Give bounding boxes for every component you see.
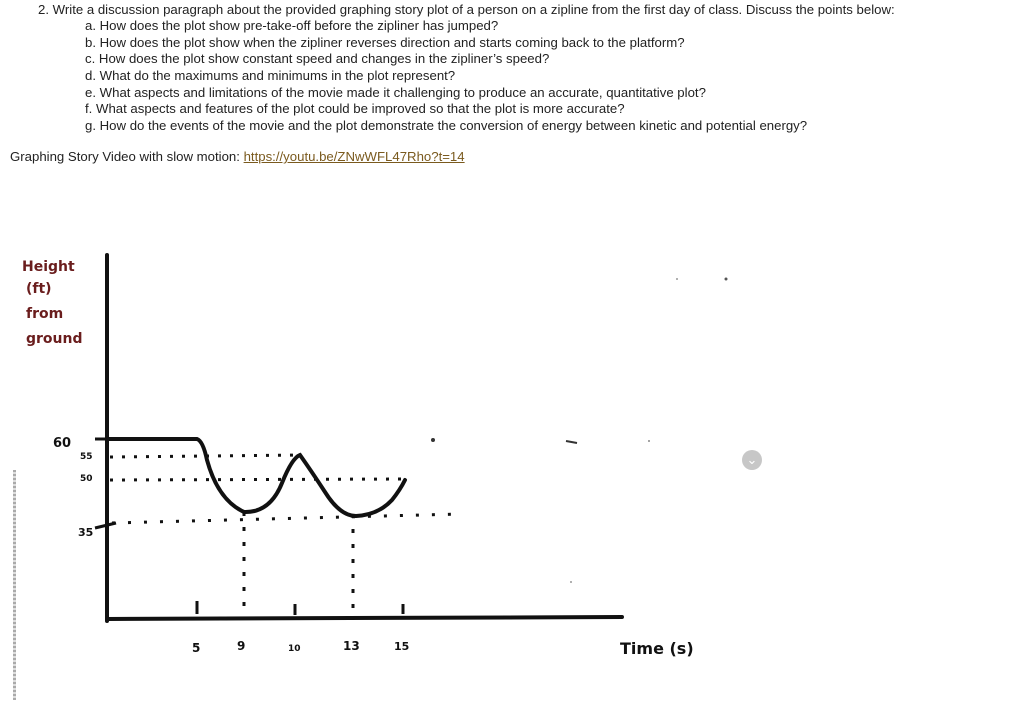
- ylabel-line2: (ft): [26, 281, 52, 297]
- question-item-f: f. What aspects and features of the plot could be improved so that the plot is more accurate?: [85, 101, 625, 116]
- x-tick-5: 5: [192, 641, 201, 655]
- question-item-a: a. How does the plot show pre-take-off before the zipliner has jumped?: [85, 18, 499, 33]
- speck: [570, 581, 572, 583]
- zipline-height-curve: [107, 439, 405, 516]
- y-tick-55: 55: [80, 452, 93, 462]
- x-tick-13: 13: [343, 639, 360, 653]
- y-tick-60: 60: [53, 436, 72, 451]
- question-item-c: c. How does the plot show constant speed and changes in the zipliner’s speed?: [85, 51, 550, 66]
- y-tick-50: 50: [80, 474, 93, 484]
- question-title: 2. Write a discussion paragraph about the provided graphing story plot of a person on a zipline from the first day of class. Discuss the points below:: [38, 2, 895, 17]
- ylabel-line4: ground: [26, 331, 83, 347]
- ylabel-line3: from: [26, 306, 64, 322]
- x-axis: [107, 617, 622, 619]
- video-label: Graphing Story Video with slow motion:: [10, 149, 244, 164]
- x-tick-9: 9: [237, 639, 246, 653]
- speck: [566, 441, 577, 443]
- guide-50: [110, 479, 405, 480]
- guide-35: [112, 514, 460, 523]
- speck: [431, 438, 435, 442]
- question-item-g: g. How do the events of the movie and the plot demonstrate the conversion of energy between kinetic and potential energy?: [85, 118, 808, 133]
- y-tick-35: 35: [78, 526, 94, 539]
- x-tick-15: 15: [394, 640, 410, 653]
- x-axis-label: Time (s): [620, 639, 694, 658]
- question-item-d: d. What do the maximums and minimums in the plot represent?: [85, 68, 456, 83]
- video-link[interactable]: https://youtu.be/ZNwWFL47Rho?t=14: [243, 149, 465, 164]
- chevron-down-icon[interactable]: ⌄: [742, 450, 762, 470]
- question-item-e: e. What aspects and limitations of the movie made it challenging to produce an accurate, quantitative plot?: [85, 85, 706, 100]
- x-tick-10: 10: [288, 644, 301, 654]
- question-item-b: b. How does the plot show when the zipliner reverses direction and starts coming back to the platform?: [85, 35, 685, 50]
- speck: [676, 278, 678, 280]
- speck: [648, 440, 650, 442]
- ylabel-line1: Height: [22, 259, 75, 275]
- speck: [725, 278, 728, 281]
